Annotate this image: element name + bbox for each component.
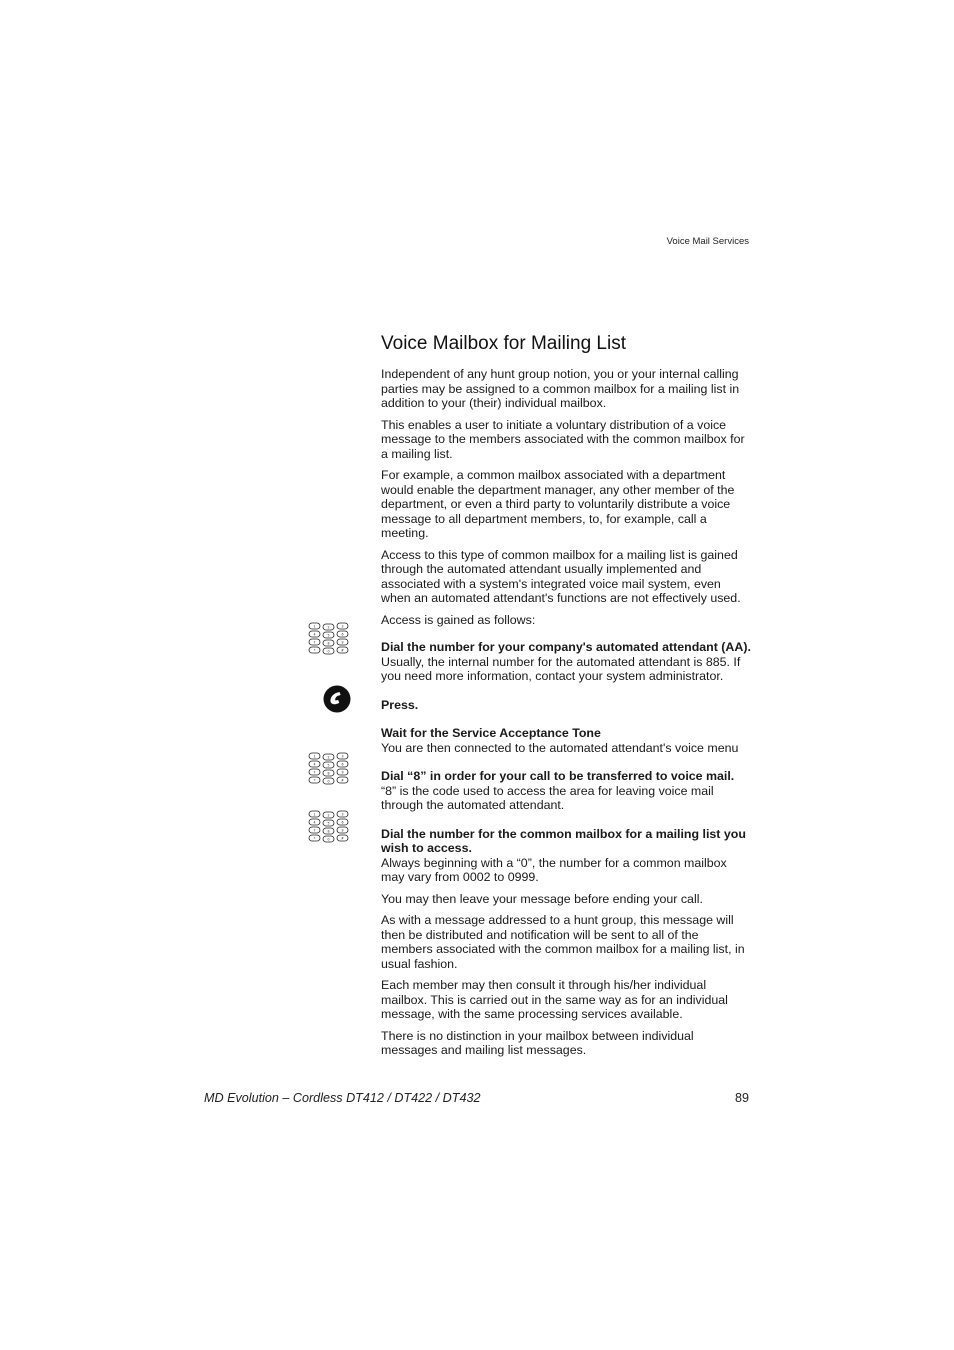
svg-text:1: 1 <box>313 624 316 629</box>
svg-text:5: 5 <box>327 820 330 825</box>
closing-paragraph-3: Each member may then consult it through his/her individual mailbox. This is carried out in the same way as for an individual message, with the same processing services available. <box>381 978 728 1021</box>
svg-text:1: 1 <box>313 811 316 816</box>
svg-text:*: * <box>313 648 316 653</box>
svg-text:7: 7 <box>313 640 316 645</box>
svg-text:0: 0 <box>327 836 330 841</box>
svg-text:9: 9 <box>341 827 344 832</box>
svg-text:6: 6 <box>341 762 344 767</box>
footer-title: MD Evolution – Cordless DT412 / DT422 / DT432 <box>204 1091 481 1105</box>
svg-text:#: # <box>341 778 344 783</box>
svg-text:#: # <box>341 835 344 840</box>
svg-text:2: 2 <box>327 812 330 817</box>
svg-text:5: 5 <box>327 633 330 638</box>
keypad-icon <box>308 752 350 788</box>
step-body: Always beginning with a “0”, the number for a common mailbox may vary from 0002 to 0999. <box>381 855 727 884</box>
step-body: You are then connected to the automated attendant's voice menu <box>381 740 739 755</box>
svg-text:3: 3 <box>341 624 344 629</box>
intro-paragraph-5: Access is gained as follows: <box>381 612 536 627</box>
svg-text:4: 4 <box>313 632 316 637</box>
svg-text:6: 6 <box>341 819 344 824</box>
svg-text:0: 0 <box>327 779 330 784</box>
step-wait-tone <box>381 726 751 755</box>
svg-text:5: 5 <box>327 763 330 768</box>
svg-text:6: 6 <box>341 632 344 637</box>
step-dial-mailbox <box>313 811 751 885</box>
step-press <box>381 698 751 713</box>
svg-text:2: 2 <box>327 625 330 630</box>
keypad-icon <box>308 622 350 658</box>
svg-text:0: 0 <box>327 649 330 654</box>
step-lead: Press. <box>381 697 419 712</box>
step-lead: Wait for the Service Acceptance Tone <box>381 726 601 740</box>
keypad-icon <box>308 810 350 846</box>
step-body: “8” is the code used to access the area for leaving voice mail through the automated attendant. <box>381 783 714 812</box>
main-content <box>313 333 751 1065</box>
svg-text:4: 4 <box>313 762 316 767</box>
step-lead: Dial the number for your company's automated attendant (AA). <box>381 640 751 654</box>
svg-text:#: # <box>341 648 344 653</box>
svg-text:3: 3 <box>341 811 344 816</box>
svg-text:3: 3 <box>341 754 344 759</box>
svg-text:8: 8 <box>327 771 330 776</box>
handset-icon <box>323 685 351 713</box>
closing-paragraph-2: As with a message addressed to a hunt group, this message will then be distributed and notification will be sent to all of the members associated with the common mailbox for a mailing list, in usual fashion. <box>381 913 745 971</box>
svg-text:*: * <box>313 835 316 840</box>
section-title: Voice Mailbox for Mailing List <box>381 333 626 354</box>
closing-paragraph-1: You may then leave your message before ending your call. <box>381 891 703 906</box>
svg-text:7: 7 <box>313 827 316 832</box>
step-dial-aa <box>313 624 751 684</box>
intro-paragraph-3: For example, a common mailbox associated with a department would enable the department manager, any other member of the department, or even a third party to voluntarily distribute a voice message to all department members, to, for example, call a meeting. <box>381 468 735 540</box>
svg-text:9: 9 <box>341 640 344 645</box>
svg-text:4: 4 <box>313 819 316 824</box>
svg-text:9: 9 <box>341 770 344 775</box>
step-dial-8 <box>313 754 751 813</box>
intro-paragraph-2: This enables a user to initiate a voluntary distribution of a voice message to the members associated with the common mailbox for a mailing list. <box>381 417 745 461</box>
step-body: Usually, the internal number for the automated attendant is 885. If you need more information, contact your system administrator. <box>381 654 741 683</box>
intro-paragraph-1: Independent of any hunt group notion, you or your internal calling parties may be assigned to a common mailbox for a mailing list in addition to your (their) individual mailbox. <box>381 367 740 410</box>
running-head: Voice Mail Services <box>666 236 749 247</box>
svg-text:2: 2 <box>327 755 330 760</box>
svg-text:1: 1 <box>313 754 316 759</box>
svg-text:7: 7 <box>313 770 316 775</box>
closing-paragraph-4: There is no distinction in your mailbox between individual messages and mailing list messages. <box>381 1028 694 1057</box>
intro-paragraph-4: Access to this type of common mailbox for a mailing list is gained through the automated attendant usually implemented and associated with a system's integrated voice mail system, even when an automated attendant's functions are not effectively used. <box>381 547 741 605</box>
page-number: 89 <box>734 1091 749 1105</box>
svg-text:8: 8 <box>327 828 330 833</box>
step-lead: Dial the number for the common mailbox for a mailing list you wish to access. <box>381 826 746 855</box>
step-lead: Dial “8” in order for your call to be transferred to voice mail. <box>381 769 735 783</box>
svg-text:8: 8 <box>327 641 330 646</box>
svg-text:*: * <box>313 778 316 783</box>
